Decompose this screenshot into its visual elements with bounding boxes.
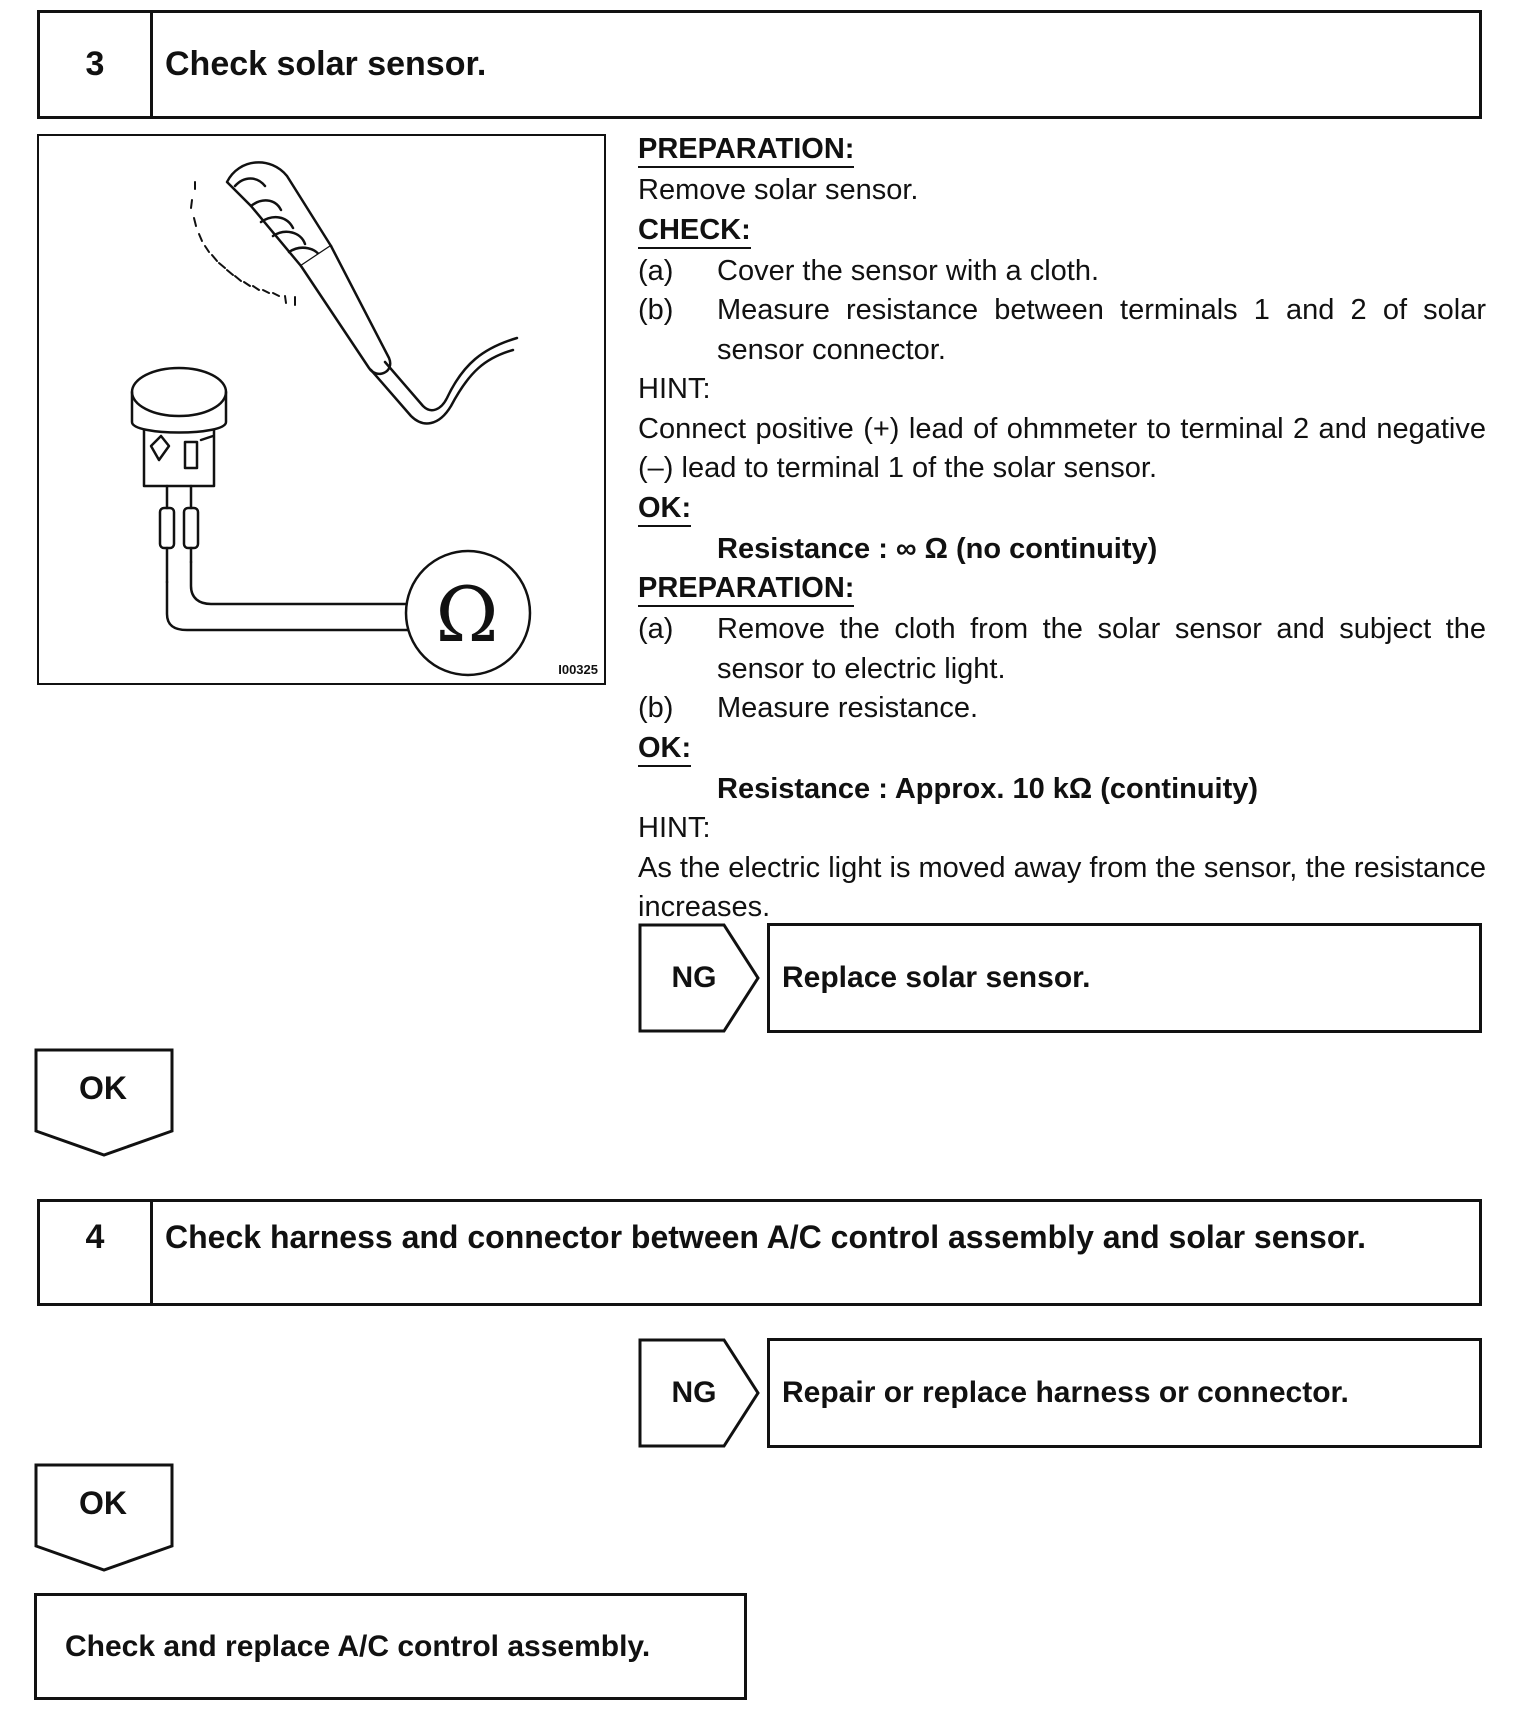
preparation-text: Remove solar sensor. — [638, 174, 919, 206]
step-title: Check harness and connector between A/C control assembly and solar sensor. — [165, 1219, 1366, 1255]
step-3-ok-arrow — [34, 1048, 176, 1158]
step-3-ng-row — [638, 923, 1482, 1033]
sensor-ohmmeter-diagram — [39, 136, 603, 682]
solar-sensor-icon — [132, 368, 226, 582]
step-4-ok-arrow — [34, 1463, 176, 1573]
ng-label: NG — [671, 961, 717, 994]
ok-heading: OK: — [638, 491, 691, 527]
test-lead-1 — [191, 562, 409, 604]
step-3-header — [37, 10, 1482, 119]
ok-heading: OK: — [638, 731, 691, 767]
check-item — [638, 291, 1486, 370]
item-label: (b) — [638, 294, 674, 326]
check-heading: CHECK: — [638, 213, 751, 249]
solar-sensor-illustration — [37, 134, 606, 685]
item-label: (a) — [638, 254, 674, 287]
step-4-ng-row — [638, 1338, 1482, 1448]
item-text: Cover the sensor with a cloth. — [717, 254, 1100, 287]
test-lead-2 — [167, 582, 409, 630]
item-label: (b) — [638, 692, 674, 724]
preparation-item — [638, 689, 1486, 729]
step-number: 4 — [40, 1202, 153, 1303]
item-text: Measure resistance between terminals 1 and 2 of solar sensor connector. — [717, 294, 1486, 366]
resistance-spec: Resistance : ∞ Ω (no continuity) — [717, 532, 1158, 565]
step-4-header — [37, 1199, 1482, 1306]
hint-text: Connect positive (+) lead of ohmmeter to terminal 2 and negative (–) lead to terminal 1 of the solar sensor. — [638, 412, 1486, 484]
step-title: Check solar sensor. — [165, 45, 487, 83]
step-number: 3 — [40, 13, 153, 116]
hint-text: As the electric light is moved away from the sensor, the resistance increases. — [638, 851, 1486, 923]
ng-action-box: Replace solar sensor. — [767, 923, 1482, 1033]
item-text: Remove the cloth from the solar sensor and subject the sensor to electric light. — [717, 613, 1486, 685]
figure-code: I00325 — [558, 662, 598, 677]
check-item — [638, 252, 1486, 292]
final-action-box: Check and replace A/C control assembly. — [34, 1593, 747, 1700]
ohm-symbol: Ω — [435, 570, 499, 659]
preparation-item — [638, 610, 1486, 689]
item-label: (a) — [638, 613, 674, 645]
preparation-heading: PREPARATION: — [638, 571, 854, 607]
lamp-icon — [227, 162, 517, 423]
step-3-instructions — [638, 130, 1486, 928]
ok-label: OK — [79, 1485, 127, 1521]
hint-heading: HINT: — [638, 373, 711, 405]
item-text: Measure resistance. — [717, 692, 979, 724]
ok-label: OK — [79, 1070, 127, 1106]
hint-heading: HINT: — [638, 812, 711, 844]
ng-action-box: Repair or replace harness or connector. — [767, 1338, 1482, 1448]
ng-label: NG — [671, 1376, 717, 1409]
preparation-heading: PREPARATION: — [638, 132, 854, 168]
resistance-spec: Resistance : Approx. 10 kΩ (continuity) — [717, 772, 1259, 805]
